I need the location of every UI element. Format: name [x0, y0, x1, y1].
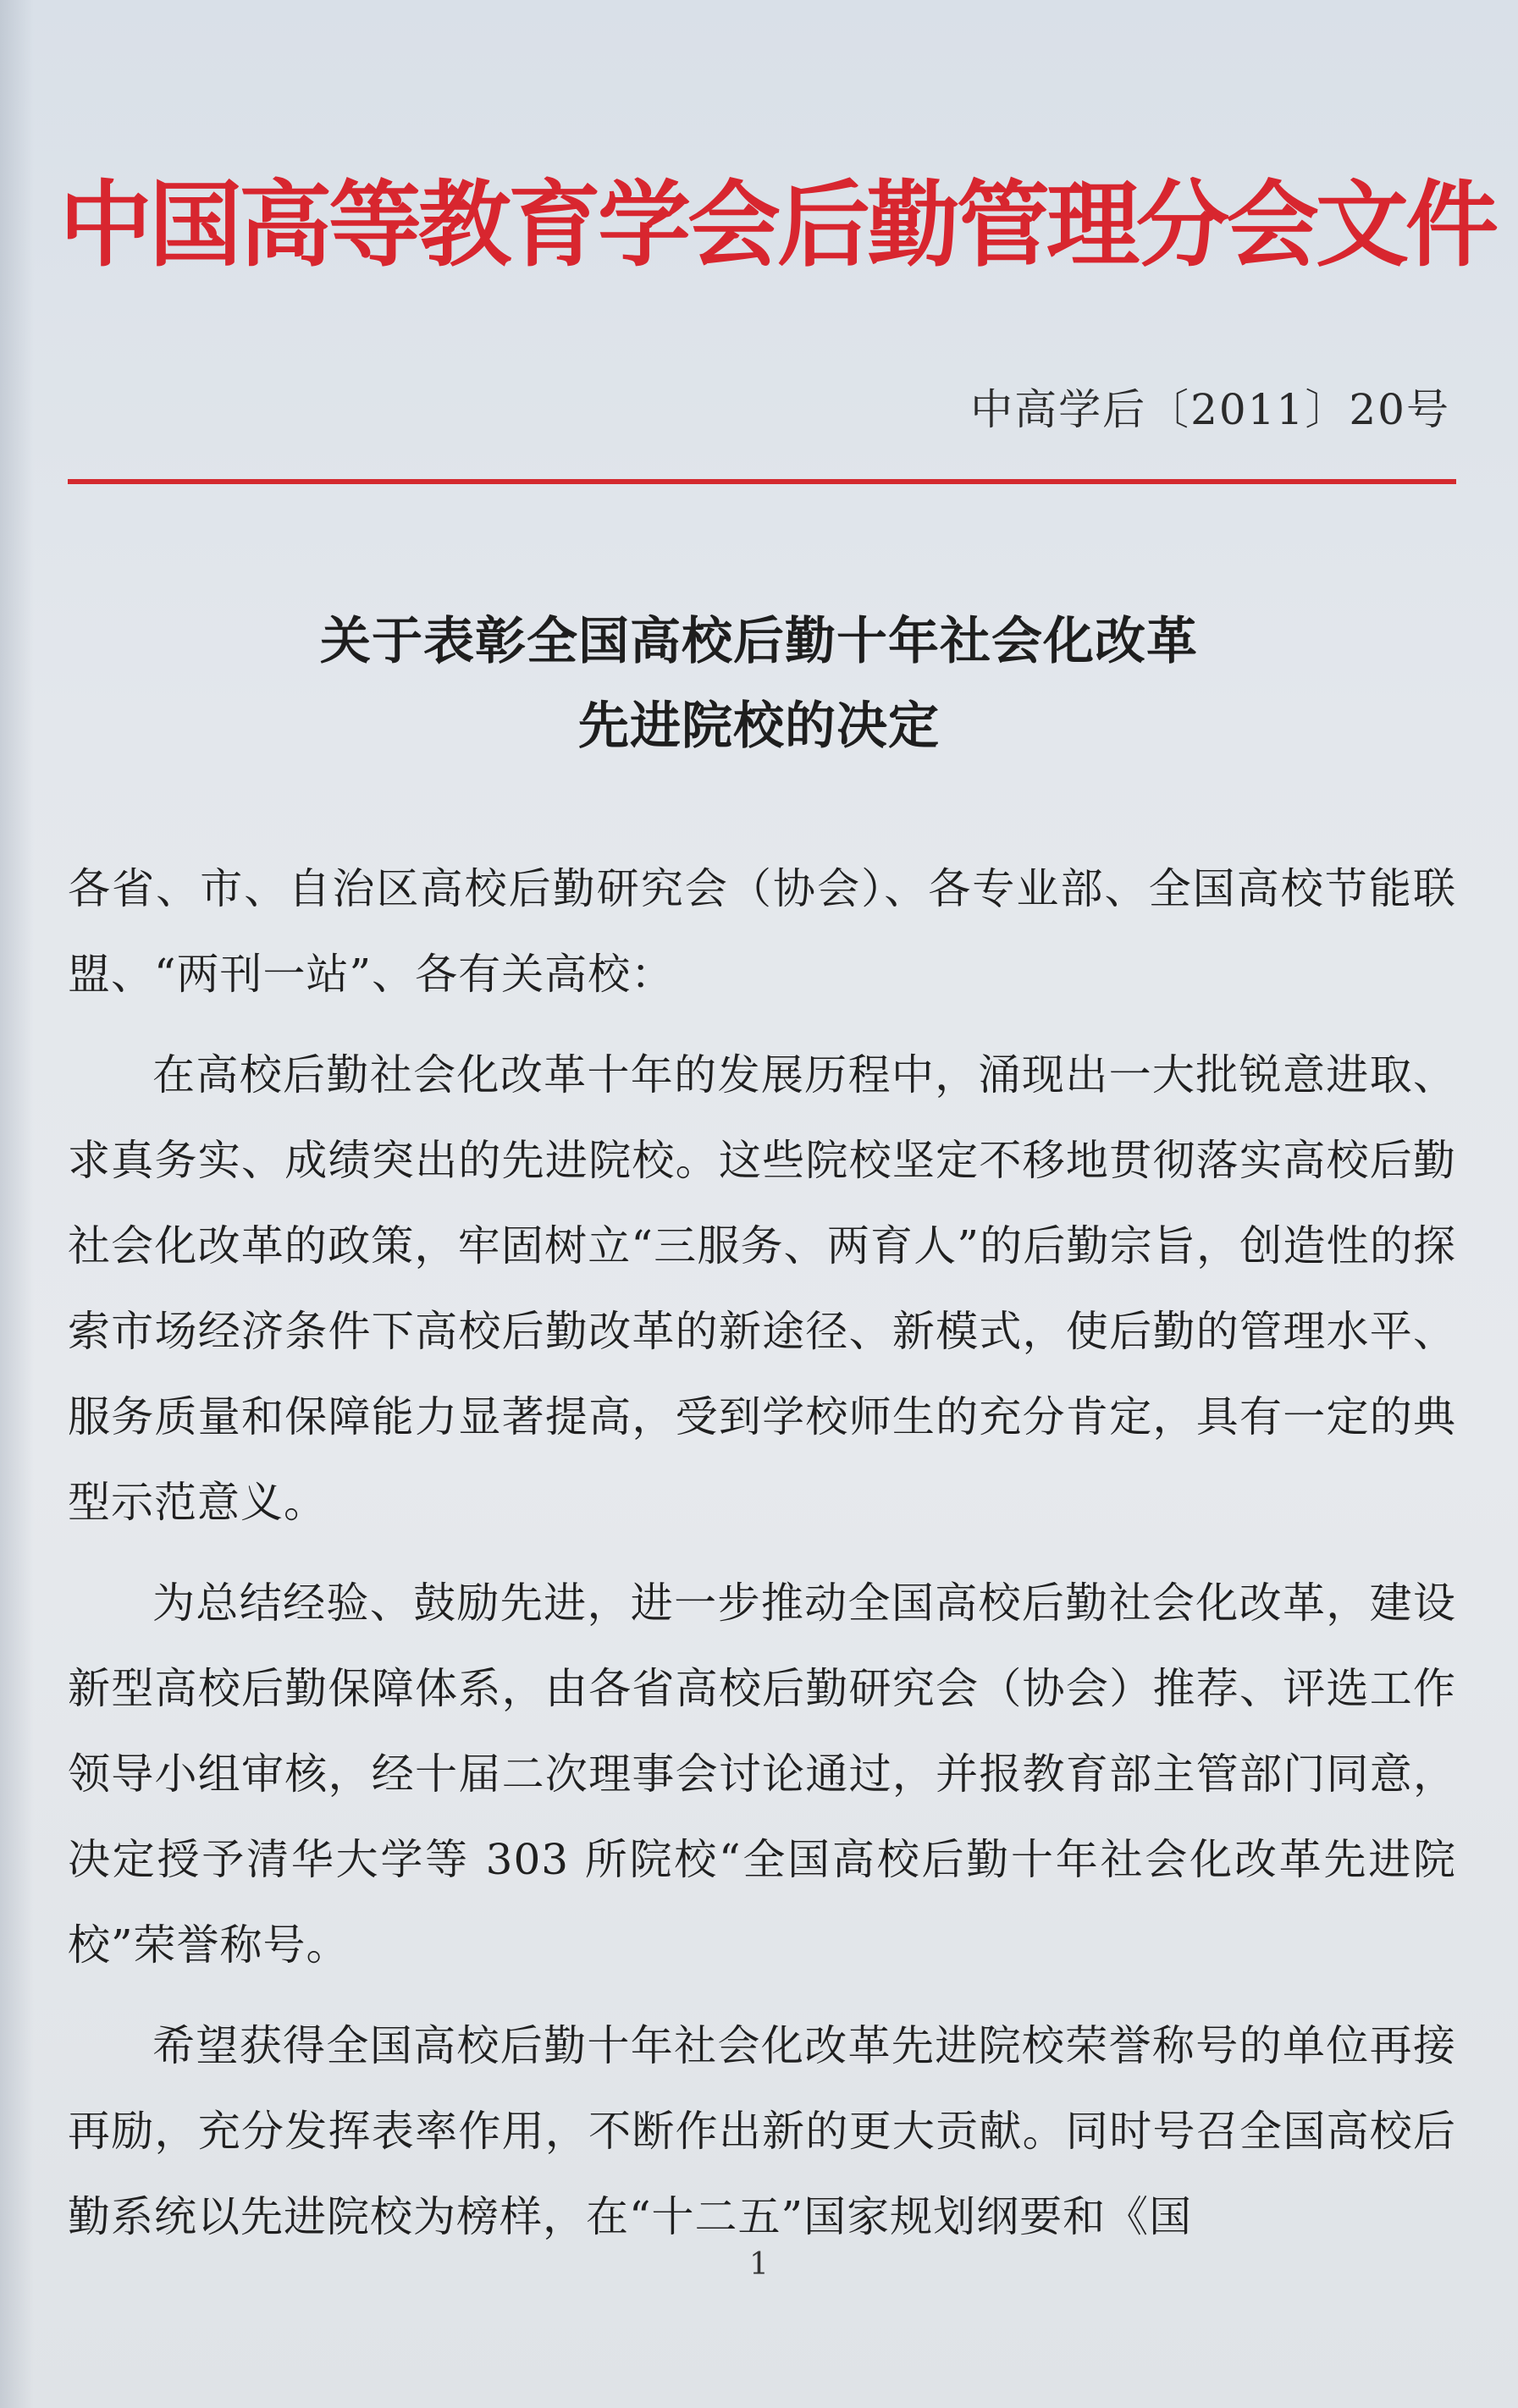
page-edge-shadow [0, 0, 34, 2408]
body-paragraph-2: 为总结经验、鼓励先进，进一步推动全国高校后勤社会化改革，建设新型高校后勤保障体系，由各省高校后勤研究会（协会）推荐、评选工作领导小组审核，经十届二次理事会讨论通过，并报教育部主管部门同意，决定授予清华大学等 303 所院校“全国高校后勤十年社会化改革先进院校”荣誉称号。 [68, 1579, 1456, 1970]
document-number: 中高学后〔2011〕20号 [970, 385, 1450, 434]
red-divider-rule [68, 479, 1456, 484]
addressee-line: 各省、市、自治区高校后勤研究会（协会）、各专业部、全国高校节能联盟、“两刊一站”、各有关高校： [68, 864, 1456, 999]
body-paragraph-1: 在高校后勤社会化改革十年的发展历程中，涌现出一大批锐意进取、求真务实、成绩突出的先进院校。这些院校坚定不移地贯彻落实高校后勤社会化改革的政策，牢固树立“三服务、两育人”的后勤宗旨，创造性的探索市场经济条件下高校后勤改革的新途径、新模式，使后勤的管理水平、服务质量和保障能力显著提高，受到学校师生的充分肯定，具有一定的典型示范意义。 [68, 1050, 1456, 1527]
issuer-header-title: 中国高等教育学会后勤管理分会文件 [59, 171, 1495, 279]
page-number: 1 [749, 2247, 769, 2282]
body-paragraph-3: 希望获得全国高校后勤十年社会化改革先进院校荣誉称号的单位再接再励，充分发挥表率作用，不断作出新的更大贡献。同时号召全国高校后勤系统以先进院校为榜样，在“十二五”国家规划纲要和《国 [68, 2021, 1456, 2241]
document-title-line-1: 关于表彰全国高校后勤十年社会化改革 [320, 612, 1198, 671]
document-title-line-2: 先进院校的决定 [578, 697, 940, 756]
document-body [68, 846, 1456, 2275]
